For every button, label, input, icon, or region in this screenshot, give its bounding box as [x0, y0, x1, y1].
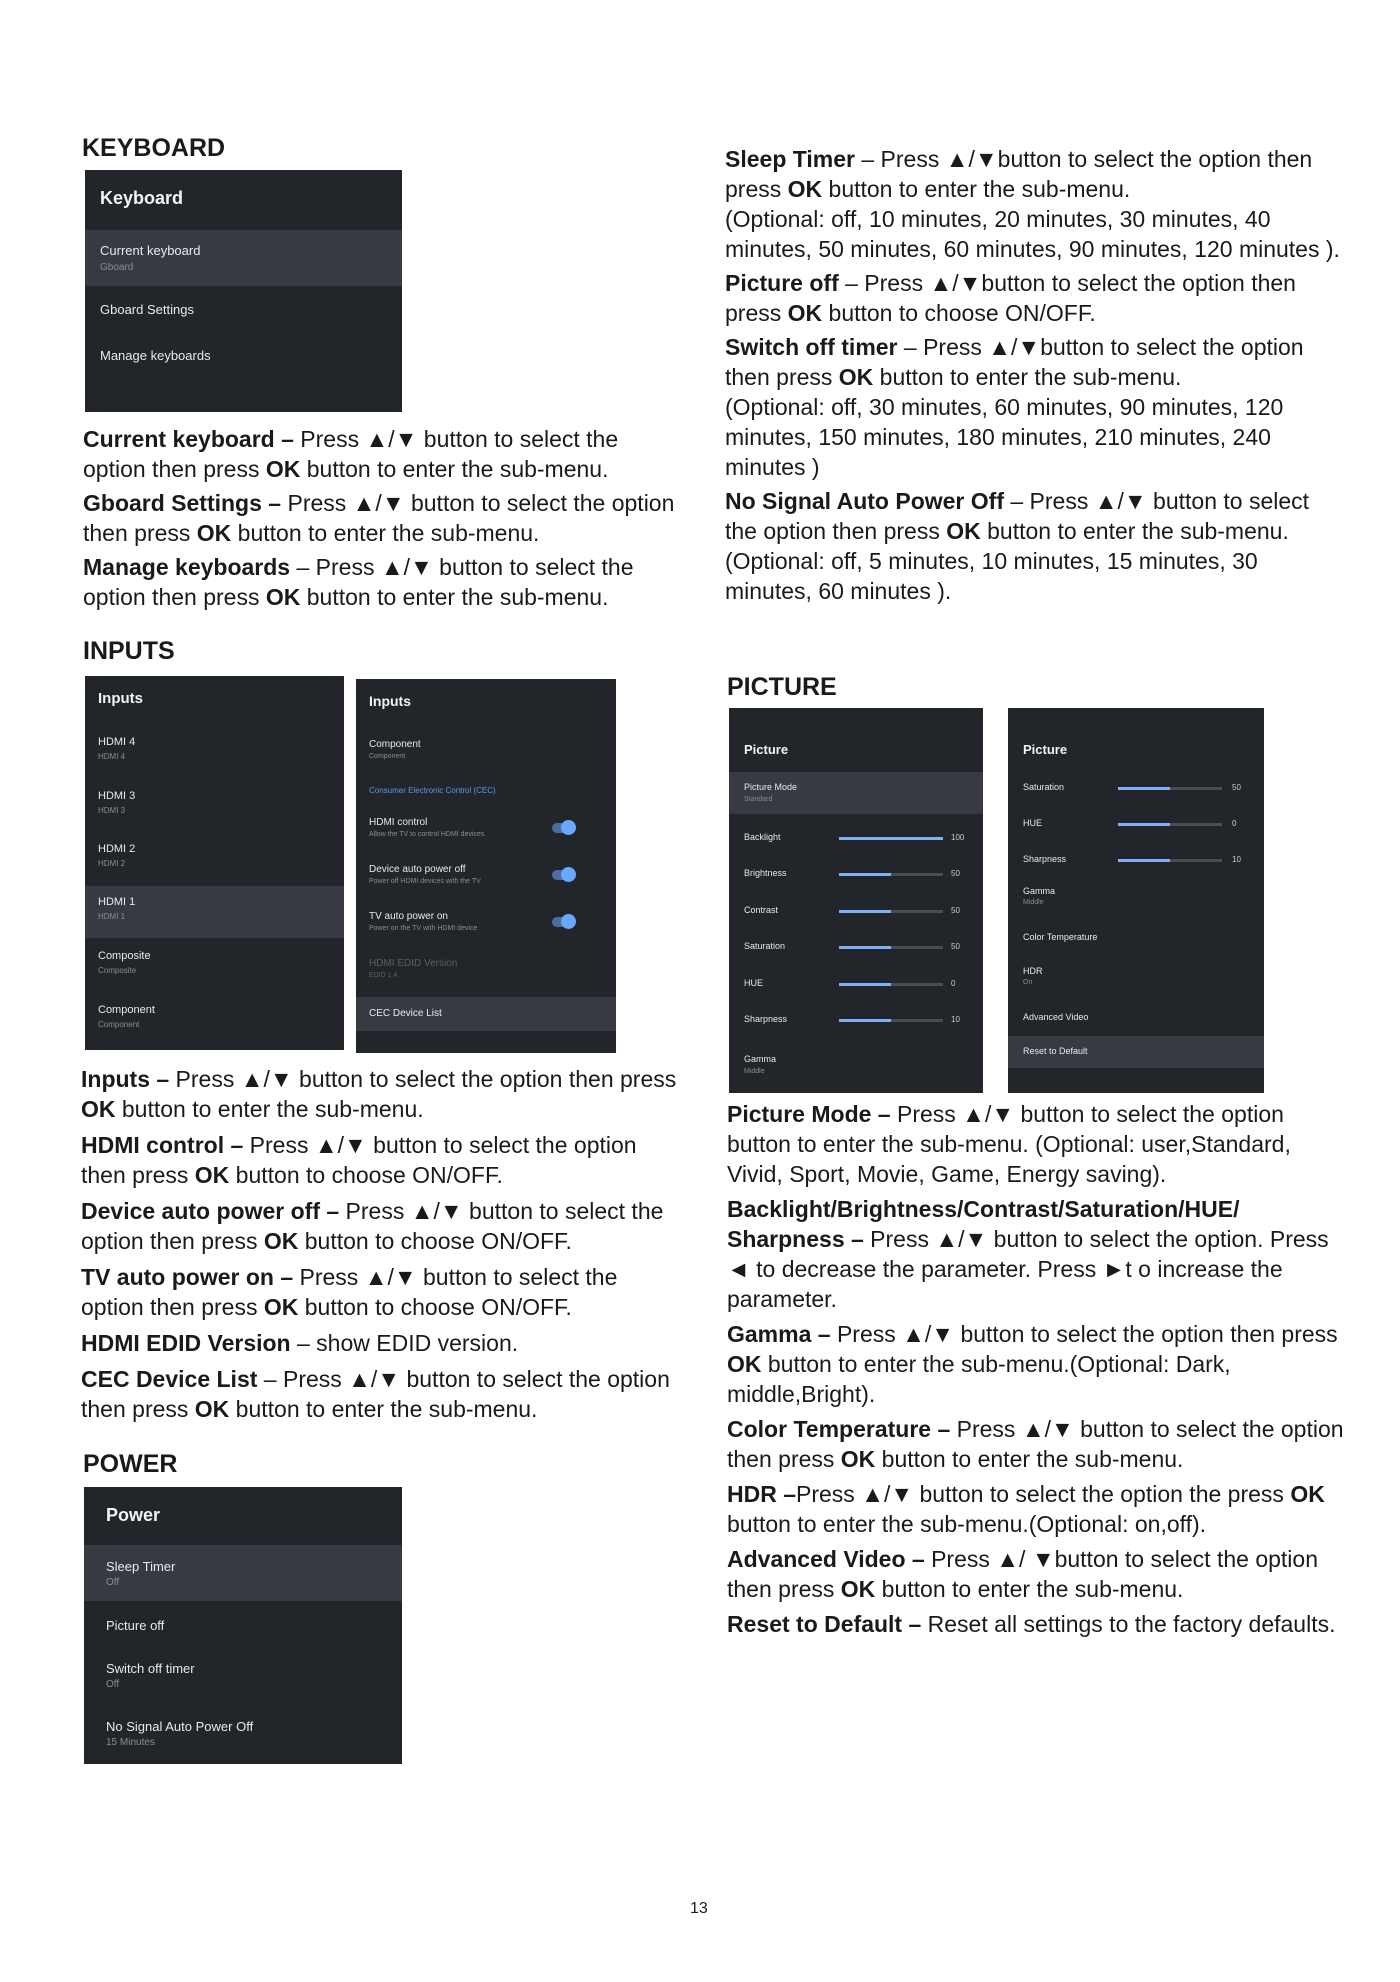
slider-value: 50 — [951, 905, 960, 915]
menu-item-label: CEC Device List — [369, 1008, 442, 1019]
menu-item-sub: HDMI 1 — [98, 912, 126, 921]
keyboard-descriptions — [83, 424, 678, 612]
desc-color-temperature: Color Temperature – Press ▲/▼ button to select the option then press OK button to enter the sub-menu. — [727, 1416, 1344, 1472]
input-item-component[interactable] — [85, 994, 344, 1046]
screen-title: Inputs — [369, 693, 411, 709]
desc-reset-to-default: Reset to Default – Reset all settings to the factory defaults. — [727, 1611, 1336, 1637]
slider-row-saturation[interactable] — [729, 933, 983, 963]
keyboard-screen — [85, 170, 402, 412]
inputs-screen-list — [85, 676, 344, 1050]
picture-screen-2 — [1008, 708, 1264, 1093]
slider-track[interactable] — [1118, 823, 1222, 826]
desc-current-keyboard: Current keyboard – Press ▲/▼ button to select the option then press OK button to enter the sub-menu. — [83, 426, 619, 482]
cec-item-device-list[interactable] — [356, 997, 616, 1031]
menu-item-sub: On — [1023, 979, 1033, 986]
slider-row-sharpness[interactable] — [1008, 846, 1264, 876]
input-item-hdmi1[interactable] — [85, 886, 344, 938]
cec-item-component[interactable] — [356, 727, 616, 771]
slider-fill — [1118, 787, 1170, 790]
slider-fill — [839, 1019, 891, 1022]
menu-item-sub: Gboard — [100, 262, 134, 273]
slider-label: Saturation — [1023, 782, 1065, 792]
menu-item-label: Sleep Timer — [106, 1559, 176, 1574]
desc-inputs: Inputs – Press ▲/▼ button to select the option then press OK button to enter the sub-menu. — [81, 1066, 677, 1122]
slider-track[interactable] — [1118, 787, 1222, 790]
menu-item-hdr[interactable] — [1008, 958, 1264, 994]
screen-title: Keyboard — [100, 188, 184, 208]
menu-item-label: Device auto power off — [369, 864, 466, 875]
cec-toggle-hdmi-control[interactable] — [356, 807, 616, 851]
desc-switch-off-timer: Switch off timer – Press ▲/▼button to select the option then press OK button to enter the sub-menu. (Optional: off, 30 minutes, 60 minutes, 90 minutes, 120 minutes, 150 minutes, 180 minutes, 210 minutes, 240 minutes ) — [725, 334, 1304, 480]
input-item-hdmi4[interactable] — [85, 726, 344, 778]
menu-item-sub: Component — [369, 753, 406, 760]
desc-hdmi-edid-version: HDMI EDID Version – show EDID version. — [81, 1330, 519, 1356]
slider-row-backlight[interactable] — [729, 824, 983, 854]
slider-row-sharpness[interactable] — [729, 1006, 983, 1036]
slider-value: 50 — [1232, 783, 1241, 792]
menu-item-sub: HDMI 3 — [98, 806, 126, 815]
menu-item-sub: 15 Minutes — [106, 1737, 155, 1748]
slider-value: 50 — [951, 869, 960, 879]
power-screen — [84, 1487, 402, 1764]
menu-item-sub: HDMI 2 — [98, 859, 126, 868]
slider-label: HUE — [744, 977, 764, 988]
slider-row-saturation[interactable] — [1008, 774, 1264, 804]
slider-track[interactable] — [1118, 859, 1222, 862]
inputs-heading: INPUTS — [83, 637, 175, 665]
slider-fill — [839, 946, 891, 949]
slider-label: Contrast — [744, 904, 779, 915]
menu-item-label: Color Temperature — [1023, 932, 1098, 942]
power-heading: POWER — [83, 1450, 178, 1478]
desc-manage-keyboards: Manage keyboards – Press ▲/▼ button to select the option then press OK button to enter the sub-menu. — [83, 554, 634, 610]
menu-item-label: HDMI 3 — [98, 790, 136, 802]
menu-item-picture-mode[interactable] — [729, 772, 983, 814]
keyboard-heading: KEYBOARD — [82, 134, 226, 162]
power-descriptions — [725, 144, 1345, 606]
slider-track[interactable] — [839, 946, 943, 949]
menu-item-label: Component — [369, 739, 421, 750]
menu-item-sub: Off — [106, 1577, 120, 1588]
inputs-descriptions — [81, 1064, 681, 1424]
desc-tv-auto-power-on: TV auto power on – Press ▲/▼ button to select the option then press OK button to choose ON/OFF. — [81, 1264, 618, 1320]
menu-item-label: HDMI 1 — [98, 896, 136, 908]
slider-value: 0 — [951, 978, 956, 988]
desc-advanced-video: Advanced Video – Press ▲/ ▼button to select the option then press OK button to enter the sub-menu. — [727, 1546, 1318, 1602]
input-item-hdmi3[interactable] — [85, 780, 344, 832]
menu-item-manage-keyboards[interactable] — [85, 332, 402, 376]
menu-item-label: Manage keyboards — [100, 348, 211, 363]
menu-item-sub: EDID 1.4 — [369, 972, 398, 979]
cec-toggle-device-auto-power-off[interactable] — [356, 854, 616, 898]
desc-device-auto-power-off: Device auto power off – Press ▲/▼ button to select the option then press OK button to choose ON/OFF. — [81, 1198, 664, 1254]
menu-item-advanced-video[interactable] — [1008, 1002, 1264, 1032]
slider-value: 50 — [951, 942, 960, 952]
cec-item-edid-version — [356, 948, 616, 992]
menu-item-gamma[interactable] — [729, 1044, 983, 1084]
slider-fill — [1118, 823, 1170, 826]
menu-item-switch-off-timer[interactable] — [84, 1647, 402, 1703]
slider-row-brightness[interactable] — [729, 860, 983, 890]
slider-label: Brightness — [744, 868, 787, 879]
menu-item-sub: Middle — [1023, 899, 1044, 906]
slider-value: 10 — [1232, 855, 1241, 864]
toggle-switch[interactable] — [552, 870, 574, 880]
desc-picture-off: Picture off – Press ▲/▼button to select the option then press OK button to choose ON/OFF. — [725, 270, 1296, 326]
inputs-screen-cec — [356, 679, 616, 1053]
menu-item-sub: Standard — [744, 796, 773, 803]
slider-track[interactable] — [839, 873, 943, 876]
desc-gamma: Gamma – Press ▲/▼ button to select the option then press OK button to enter the sub-menu.(Optional: Dark, middle,Bright). — [727, 1321, 1338, 1407]
menu-item-sub: Composite — [98, 966, 137, 975]
menu-item-sub: Allow the TV to control HDMI devices — [369, 831, 485, 838]
slider-label: Sharpness — [1023, 854, 1067, 864]
cec-toggle-tv-auto-power-on[interactable] — [356, 901, 616, 945]
slider-track[interactable] — [839, 910, 943, 913]
picture-screen-1 — [729, 708, 983, 1093]
screen-title: Picture — [1023, 742, 1068, 757]
desc-no-signal-auto-power-off: No Signal Auto Power Off – Press ▲/▼ button to select the option then press OK button to enter the sub-menu. (Optional: off, 5 minutes, 10 minutes, 15 minutes, 30 minutes, 60 minutes ). — [725, 488, 1310, 604]
slider-label: HUE — [1023, 818, 1043, 828]
menu-item-label: Reset to Default — [1023, 1046, 1088, 1056]
menu-item-label: HDMI 4 — [98, 736, 136, 748]
desc-sleep-timer: Sleep Timer – Press ▲/▼button to select the option then press OK button to enter the sub-menu. (Optional: off, 10 minutes, 20 minutes, 30 minutes, 40 minutes, 50 minutes, 60 minutes, 90 minutes, 120 minutes ). — [725, 146, 1340, 262]
slider-track[interactable] — [839, 837, 943, 840]
menu-item-picture-off[interactable] — [84, 1603, 402, 1647]
menu-item-label: Current keyboard — [100, 243, 201, 258]
menu-item-no-signal-auto-power-off[interactable] — [84, 1705, 402, 1761]
menu-item-label: Gamma — [1023, 886, 1056, 896]
menu-item-sub: Middle — [744, 1068, 765, 1075]
menu-item-label: HDMI 2 — [98, 843, 136, 855]
slider-value: 0 — [1232, 819, 1237, 828]
menu-item-label: No Signal Auto Power Off — [106, 1719, 254, 1734]
slider-row-hue[interactable] — [729, 970, 983, 1000]
slider-fill — [839, 983, 891, 986]
menu-item-sub: Power on the TV with HDMI device — [369, 925, 478, 932]
menu-item-label: Gamma — [744, 1054, 777, 1064]
slider-track[interactable] — [839, 1019, 943, 1022]
slider-row-contrast[interactable] — [729, 897, 983, 927]
desc-gboard-settings: Gboard Settings – Press ▲/▼ button to select the option then press OK button to enter the sub-menu. — [83, 490, 675, 546]
menu-item-current-keyboard[interactable] — [85, 230, 402, 286]
slider-value: 10 — [951, 1015, 960, 1024]
desc-hdmi-control: HDMI control – Press ▲/▼ button to select the option then press OK button to choose ON/OFF. — [81, 1132, 637, 1188]
menu-item-sub: Off — [106, 1679, 120, 1690]
menu-item-label: Advanced Video — [1023, 1012, 1089, 1022]
menu-item-label: Picture Mode — [744, 782, 798, 792]
slider-track[interactable] — [839, 983, 943, 986]
slider-fill — [839, 910, 891, 913]
slider-label: Saturation — [744, 941, 786, 952]
toggle-switch[interactable] — [552, 917, 574, 927]
menu-item-label: Composite — [98, 950, 151, 962]
menu-item-label: HDR — [1023, 966, 1043, 976]
slider-label: Sharpness — [744, 1014, 788, 1024]
menu-item-label: TV auto power on — [369, 911, 448, 922]
screen-title: Picture — [744, 742, 789, 757]
menu-item-sub: HDMI 4 — [98, 752, 126, 761]
menu-item-label: Picture off — [106, 1618, 165, 1633]
slider-label: Backlight — [744, 832, 781, 842]
menu-item-gamma[interactable] — [1008, 878, 1264, 914]
menu-item-sub: Power off HDMI devices with the TV — [369, 878, 481, 885]
menu-item-label: HDMI EDID Version — [369, 958, 458, 969]
menu-item-color-temperature[interactable] — [1008, 922, 1264, 952]
menu-item-label: Gboard Settings — [100, 302, 194, 317]
cec-section-heading: Consumer Electronic Control (CEC) — [369, 786, 496, 795]
desc-hdr: HDR –Press ▲/▼ button to select the option the press OK button to enter the sub-menu.(Optional: on,off). — [727, 1481, 1325, 1537]
slider-fill — [839, 837, 943, 840]
desc-slider-settings: Backlight/Brightness/Contrast/Saturation/HUE/ Sharpness – Press ▲/▼ button to select the option. Press ◄ to decrease the parameter. Press ►t o increase the parameter. — [727, 1196, 1329, 1312]
slider-row-hue[interactable] — [1008, 810, 1264, 840]
input-item-composite[interactable] — [85, 940, 344, 992]
desc-cec-device-list: CEC Device List – Press ▲/▼ button to select the option then press OK button to enter the sub-menu. — [81, 1366, 670, 1422]
toggle-switch[interactable] — [552, 823, 574, 833]
slider-value: 100 — [951, 833, 965, 842]
menu-item-label: Switch off timer — [106, 1661, 195, 1676]
screen-title: Inputs — [98, 690, 143, 707]
screen-title: Power — [106, 1505, 161, 1525]
picture-heading: PICTURE — [727, 673, 837, 701]
menu-item-sleep-timer[interactable] — [84, 1545, 402, 1601]
slider-fill — [839, 873, 891, 876]
menu-item-sub: Component — [98, 1020, 140, 1029]
page-number: 13 — [690, 1900, 708, 1917]
picture-descriptions — [727, 1099, 1347, 1639]
input-item-hdmi2[interactable] — [85, 833, 344, 885]
desc-picture-mode: Picture Mode – Press ▲/▼ button to select the option button to enter the sub-menu. (Optional: user,Standard, Vivid, Sport, Movie, Game, Energy saving). — [727, 1101, 1291, 1187]
menu-item-label: HDMI control — [369, 817, 428, 828]
menu-item-label: Component — [98, 1004, 155, 1016]
slider-fill — [1118, 859, 1170, 862]
menu-item-gboard-settings[interactable] — [85, 288, 402, 332]
menu-item-reset-to-default[interactable] — [1008, 1036, 1264, 1068]
